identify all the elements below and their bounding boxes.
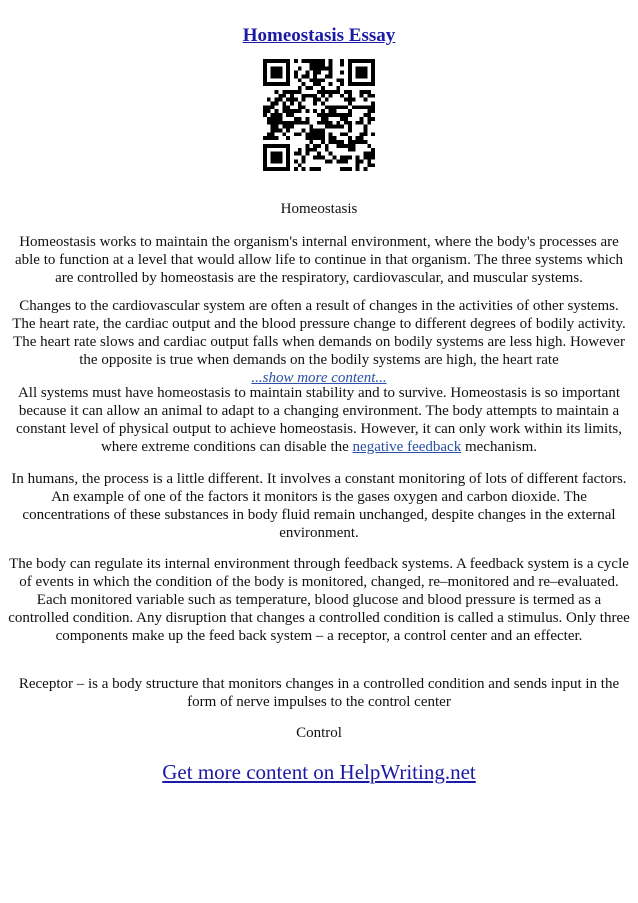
paragraph-cardiovascular: [8, 297, 630, 387]
paragraph-cardiovascular-text: Changes to the cardiovascular system are often a result of changes in the activities of other systems. The heart rate, the cardiac output and the blood pressure change to different degrees of bodily activity. The heart rate slows and cardiac output falls when demands on bodily systems are less high. However the opposite is true when demands on the bodily systems are high, the heart rate: [12, 298, 626, 368]
paragraph-control: Control: [296, 725, 342, 741]
paragraph-receptor: Receptor – is a body structure that monitors changes in a controlled condition and sends input in the form of nerve impulses to the control center: [18, 676, 620, 710]
qr-code-icon: [263, 59, 375, 171]
paragraph-stability-end: mechanism.: [461, 439, 538, 455]
essay-heading: Homeostasis: [280, 201, 358, 217]
paragraph-humans: In humans, the process is a little different. It involves a constant monitoring of lots of different factors. An example of one of the factors it monitors is the gases oxygen and carbon dioxide. The concentrations of these substances in body fluid remain unchanged, despite changes in the external environment.: [11, 471, 627, 541]
paragraph-intro: Homeostasis works to maintain the organism's internal environment, where the body's processes are able to function at a level that would allow life to continue in that organism. The three systems which are controlled by homeostasis are the respiratory, cardiovascular, and muscular systems.: [14, 234, 624, 286]
page-title[interactable]: Homeostasis Essay: [242, 25, 396, 46]
paragraph-feedback-systems: The body can regulate its internal environment through feedback systems. A feedback system is a cycle of events in which the condition of the body is monitored, changed, re–monitored and re–evaluated. Each monitored variable such as temperature, blood glucose and blood pressure is termed as a controlled condition. Any disruption that changes a controlled condition is called a stimulus. Only three components make up the feed back system – a receptor, a control center and an effecter.: [8, 556, 630, 644]
get-more-content-link[interactable]: Get more content on HelpWriting.net: [162, 760, 476, 784]
paragraph-stability-text: All systems must have homeostasis to maintain stability and to survive. Homeostasis is so important because it can allow an animal to adapt to a changing environment. The body attempts to maintain a constant level of physical output to achieve homeostasis. However, it can only work within its limits, where extreme conditions can disable the: [16, 385, 622, 455]
show-more-link[interactable]: ...show more content...: [251, 370, 387, 386]
negative-feedback-link[interactable]: negative feedback: [352, 439, 462, 455]
paragraph-stability: [8, 384, 630, 456]
